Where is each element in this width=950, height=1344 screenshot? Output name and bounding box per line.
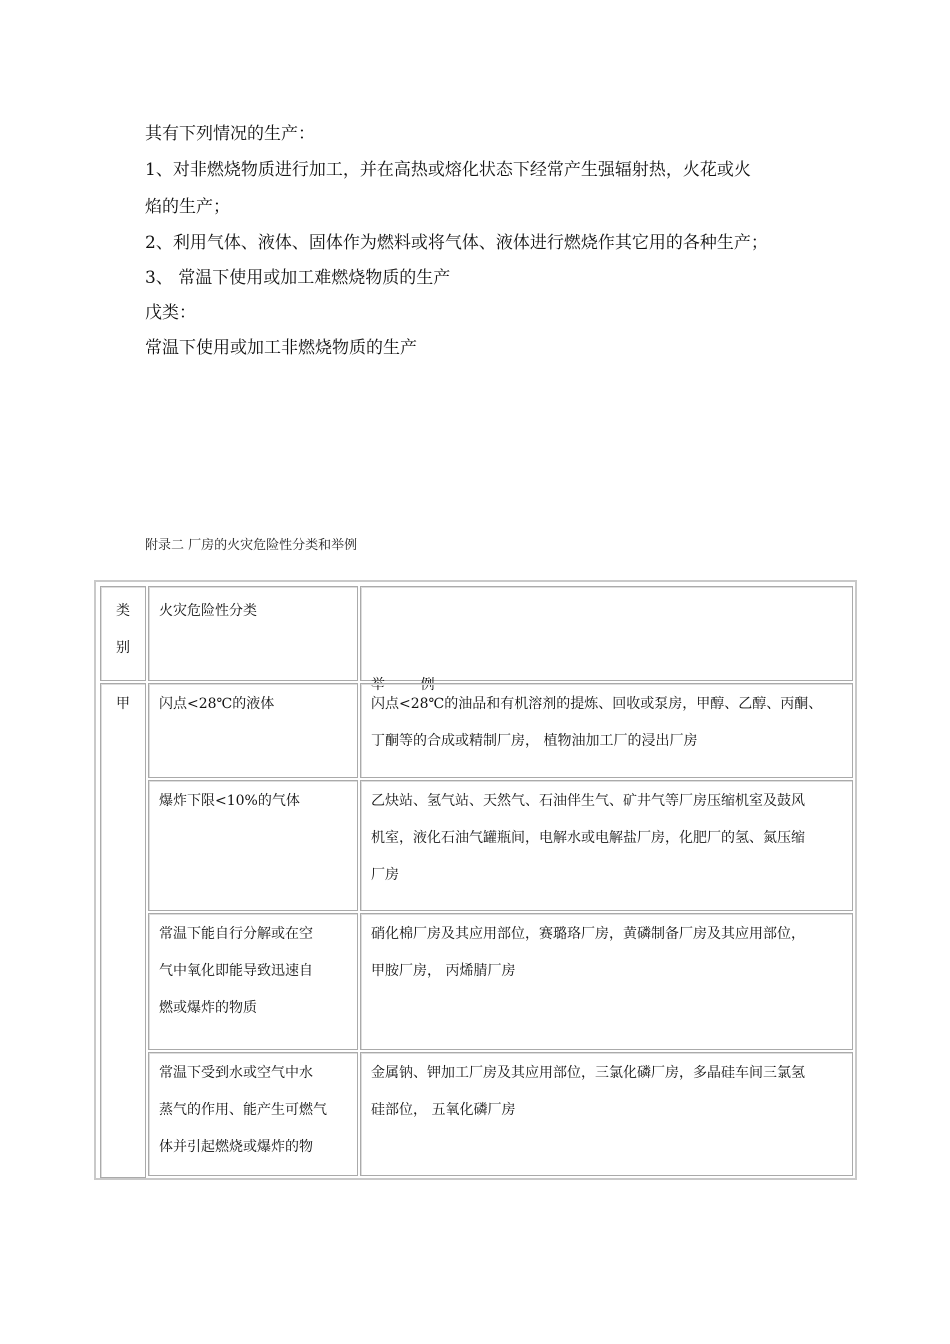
header-example-cell bbox=[360, 586, 853, 693]
row-2-example-line: 机室，液化石油气罐瓶间，电解水或电解盐厂房，化肥厂的氢、氮压缩 bbox=[371, 830, 805, 846]
row-4-hazard-line: 体并引起燃烧或爆炸的物 bbox=[159, 1139, 313, 1155]
header-hazard-cell bbox=[148, 586, 358, 681]
category-label: 甲 bbox=[116, 696, 130, 712]
row-2-hazard-line: 爆炸下限<10%的气体 bbox=[159, 793, 300, 809]
paragraph-6: 戊类： bbox=[145, 303, 196, 323]
row-1-example-cell bbox=[360, 683, 853, 778]
paragraph-2: 1、对非燃烧物质进行加工，并在高热或熔化状态下经常产生强辐射热，火花或火 bbox=[145, 160, 751, 180]
paragraph-4: 2、利用气体、液体、固体作为燃料或将气体、液体进行燃烧作其它用的各种生产； bbox=[145, 233, 768, 253]
paragraph-3: 焰的生产； bbox=[145, 197, 230, 217]
row-4-example-line: 金属钠、钾加工厂房及其应用部位，三氯化磷厂房，多晶硅车间三氯氢 bbox=[371, 1065, 805, 1081]
row-4-example-line: 硅部位， 五氧化磷厂房 bbox=[371, 1102, 516, 1118]
row-2-example-line: 乙炔站、氢气站、天然气、石油伴生气、矿井气等厂房压缩机室及鼓风 bbox=[371, 793, 805, 809]
row-4-hazard-line: 蒸气的作用、能产生可燃气 bbox=[159, 1102, 327, 1118]
hazard-table bbox=[94, 580, 857, 1180]
row-2-example-cell bbox=[360, 780, 853, 911]
row-3-hazard-line: 燃或爆炸的物质 bbox=[159, 1000, 257, 1016]
header-category-line-1: 类 bbox=[116, 603, 130, 619]
paragraph-5: 3、 常温下使用或加工难燃烧物质的生产 bbox=[145, 268, 451, 288]
row-4-hazard-line: 常温下受到水或空气中水 bbox=[159, 1065, 313, 1081]
row-1-example-line: 丁酮等的合成或精制厂房， 植物油加工厂的浸出厂房 bbox=[371, 733, 698, 749]
row-3-example-line: 硝化棉厂房及其应用部位，赛璐珞厂房，黄磷制备厂房及其应用部位， bbox=[371, 926, 805, 942]
row-3-example-line: 甲胺厂房， 丙烯腈厂房 bbox=[371, 963, 516, 979]
row-3-example-cell bbox=[360, 913, 853, 1050]
row-1-example-line: 闪点<28℃的油品和有机溶剂的提炼、回收或泵房，甲醇、乙醇、丙酮、 bbox=[371, 696, 823, 712]
header-example-label: 举 例 bbox=[371, 677, 435, 693]
row-4-example-cell bbox=[360, 1052, 853, 1176]
row-3-hazard-line: 气中氧化即能导致迅速自 bbox=[159, 963, 313, 979]
row-2-hazard-cell bbox=[148, 780, 358, 911]
row-3-hazard-line: 常温下能自行分解或在空 bbox=[159, 926, 313, 942]
category-cell bbox=[100, 683, 146, 1178]
table-caption: 附录二 厂房的火灾危险性分类和举例 bbox=[145, 538, 358, 553]
row-1-hazard-cell bbox=[148, 683, 358, 778]
row-1-hazard-line: 闪点<28℃的液体 bbox=[159, 696, 275, 712]
paragraph-7: 常温下使用或加工非燃烧物质的生产 bbox=[145, 338, 417, 358]
header-hazard-label: 火灾危险性分类 bbox=[159, 603, 257, 619]
row-3-hazard-cell bbox=[148, 913, 358, 1050]
row-2-example-line: 厂房 bbox=[371, 867, 399, 883]
header-category-cell bbox=[100, 586, 146, 681]
header-category-line-2: 别 bbox=[116, 640, 130, 656]
paragraph-1: 其有下列情况的生产： bbox=[145, 124, 315, 144]
row-4-hazard-cell bbox=[148, 1052, 358, 1176]
